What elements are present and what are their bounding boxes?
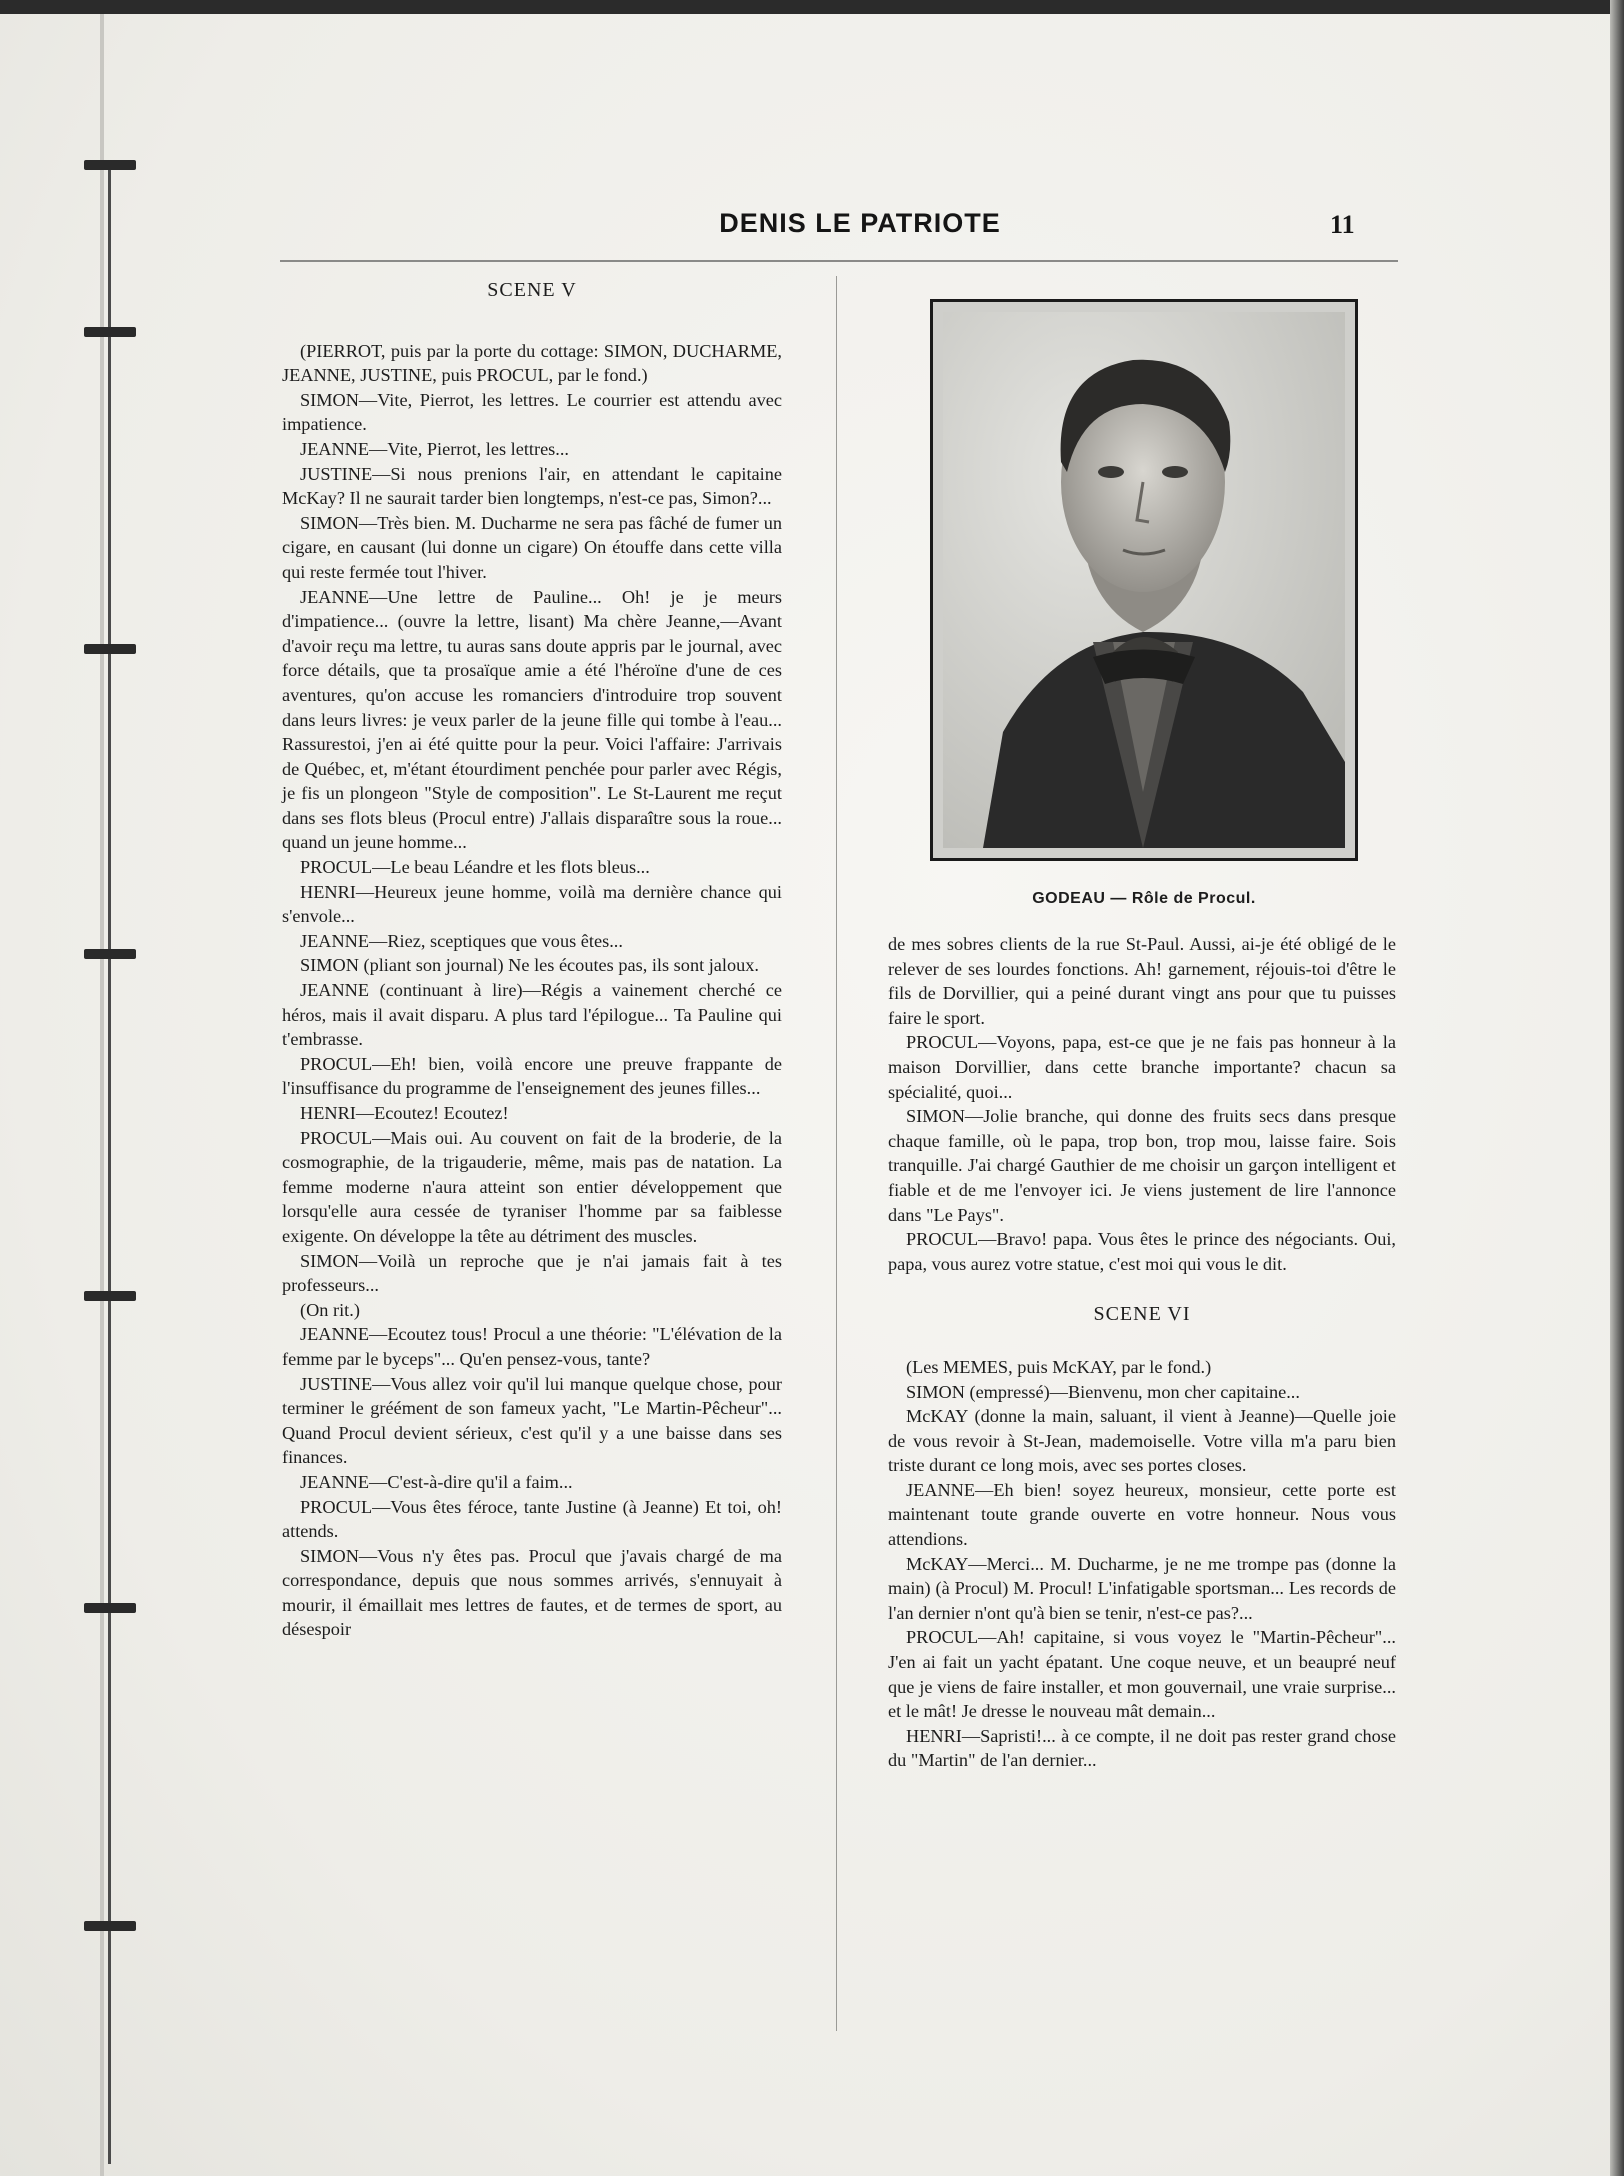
right-column [888,932,1396,1773]
left-column [282,274,782,1642]
portrait-image [943,312,1345,848]
page-number: 11 [1330,210,1355,239]
page-top-edge [0,0,1624,14]
paragraph: McKAY (donne la main, saluant, il vient à Jeanne)—Quelle joie de vous revoir à St-Jean, mademoiselle. Votre villa m'a paru bien triste durant ce long mois, avec ses portes closes. [888,1406,1396,1476]
paragraph: JEANNE—Vite, Pierrot, les lettres... [300,438,570,459]
scene-heading: SCENE V [487,279,577,301]
paragraph: McKAY—Merci... M. Ducharme, je ne me trompe pas (donne la main) (à Procul) M. Procul! L'infatigable sportsman... Les records de l'an dernier n'ont qu'à bien se tenir, n'est-ce pas?... [888,1553,1396,1623]
page-right-edge [1610,0,1624,2176]
paragraph: JEANNE—Une lettre de Pauline... Oh! je je meurs d'impatience... (ouvre la lettre, lisant) Ma chère Jeanne,—Avant d'avoir reçu ma lettre, tu auras sans doute appris par le journal, avec force détails, que ta prosaïque amie a été l'héroïne d'une de ces aventures, qu'on accuse les romanciers d'introduire trop souvent dans leurs livres: je veux parler de la jeune fille qui tombe à l'eau... Rassurestoi, j'en ai été quitte pour la peur. Voici l'affaire: J'arrivais de Québec, et, m'étant étourdiment penchée pour parler avec Régis, je fis un plongeon "Style de composition". Le St-Laurent me reçut dans ses flots bleus (Procul entre) J'allais disparaître sous la roue... quand un jeune homme... [282,586,782,853]
paragraph: JUSTINE—Vous allez voir qu'il lui manque quelque chose, pour terminer le gréément de son fameux yacht, "Le Martin-Pêcheur"... Quand Procul devient sérieux, c'est qu'il y a une baisse dans ses finances. [282,1373,782,1468]
paragraph: PROCUL—Vous êtes féroce, tante Justine (à Jeanne) Et toi, oh! attends. [282,1496,782,1542]
paragraph: PROCUL—Voyons, papa, est-ce que je ne fais pas honneur à la maison Dorvillier, dans cette branche importante? chacun sa spécialité, quoi... [888,1032,1396,1102]
binding-stitch [84,644,136,654]
column-rule [836,276,837,2031]
portrait-illustration [943,312,1345,848]
paragraph: JEANNE—Eh bien! soyez heureux, monsieur, cette porte est maintenant toute grande ouverte en votre honneur. Nous vous attendions. [888,1479,1396,1550]
paragraph: HENRI—Sapristi!... à ce compte, il ne doit pas rester grand chose du "Martin" de l'an dernier... [888,1725,1396,1771]
paragraph: SIMON—Jolie branche, qui donne des fruits secs dans presque chaque famille, où le papa, trop bon, trop mou, laisse faire. Sois tranquille. J'ai chargé Gauthier de me choisir un garçon intelligent et fiable et de me l'envoyer ici. Je viens justement de lire l'annonce dans "Le Pays". [888,1106,1396,1225]
portrait-photo [930,299,1358,861]
paragraph: SIMON—Vous n'y êtes pas. Procul que j'avais chargé de ma correspondance, depuis que nous sommes arrivés, s'ennuyait à mourir, il émaillait mes lettres de fautes, et de termes de sport, au désespoir [282,1545,782,1640]
binding-stitch [84,1921,136,1931]
binding-stitch [84,160,136,170]
paragraph: JUSTINE—Si nous prenions l'air, en attendant le capitaine McKay? Il ne saurait tarder bien longtemps, n'est-ce pas, Simon?... [282,463,782,509]
paragraph: JEANNE—C'est-à-dire qu'il a faim... [300,1471,573,1492]
paragraph: HENRI—Ecoutez! Ecoutez! [300,1103,509,1123]
paragraph: PROCUL—Ah! capitaine, si vous voyez le "Martin-Pêcheur"... J'en ai fait un yacht épatant. Une coque neuve, et un beaupré neuf que je viens de faire installer, et mon gouvernail, une vraie surprise... et le mât! Je dresse le nouveau mât demain... [888,1627,1396,1722]
binding-stitch [84,949,136,959]
binding-stitch [84,327,136,337]
paragraph: JEANNE—Ecoutez tous! Procul a une théorie: "L'élévation de la femme par le byceps"... Qu'en pensez-vous, tante? [282,1324,782,1369]
scene-heading: SCENE VI [1093,1303,1191,1326]
page-paper [0,14,1610,2176]
running-title: DENIS LE PATRIOTE [719,208,1001,238]
paragraph: de mes sobres clients de la rue St-Paul. Aussi, ai-je été obligé de le relever de ses lourdes fonctions. Ah! garnement, réjouis-toi d'être le fils de Dorvillier, qui a peiné durant vingt ans pour que tu puisses faire le sport. [888,934,1396,1028]
paragraph: SIMON—Très bien. M. Ducharme ne sera pas fâché de fumer un cigare, en causant (lui donne un cigare) On étouffe dans cette villa qui reste fermée tout l'hiver. [282,512,782,582]
paragraph: (Les MEMES, puis McKAY, par le fond.) [906,1356,1212,1377]
photo-caption: GODEAU — Rôle de Procul. [1032,890,1256,907]
binding-fold [100,14,104,2176]
binding-thread [108,164,111,2164]
paragraph: JEANNE—Riez, sceptiques que vous êtes... [300,930,623,951]
paragraph: PROCUL—Le beau Léandre et les flots bleus... [300,857,650,878]
paragraph: PROCUL—Eh! bien, voilà encore une preuve frappante de l'insuffisance du programme de l'enseignement des jeunes filles... [282,1053,782,1099]
paragraph: HENRI—Heureux jeune homme, voilà ma dernière chance qui s'envole... [282,881,782,927]
paragraph: (PIERROT, puis par la porte du cottage: SIMON, DUCHARME, JEANNE, JUSTINE, puis PROCUL, par le fond.) [282,340,782,386]
paragraph: SIMON (pliant son journal) Ne les écoutes pas, ils sont jaloux. [300,955,759,976]
paragraph: PROCUL—Mais oui. Au couvent on fait de la broderie, de la cosmographie, de la trigauderie, même, mais pas de natation. La femme moderne n'aura atteint son entier développement que lorsqu'elle aura cessée de tyraniser l'homme par sa faiblesse exigente. On développe la tête au détriment des muscles. [282,1127,782,1246]
paragraph: JEANNE (continuant à lire)—Régis a vainement cherché ce héros, mais il avait disparu. A plus tard l'épilogue... Ta Pauline qui t'embrasse. [282,980,782,1050]
binding-stitch [84,1291,136,1301]
header-rule [280,260,1398,262]
binding-stitch [84,1603,136,1613]
paragraph: (On rit.) [300,1299,360,1320]
paragraph: SIMON—Vite, Pierrot, les lettres. Le courrier est attendu avec impatience. [282,389,782,435]
paragraph: PROCUL—Bravo! papa. Vous êtes le prince des négociants. Oui, papa, vous aurez votre statue, c'est moi qui vous le dit. [888,1229,1396,1274]
paragraph: SIMON—Voilà un reproche que je n'ai jamais fait à tes professeurs... [282,1250,782,1296]
paragraph: SIMON (empressé)—Bienvenu, mon cher capitaine... [906,1381,1300,1402]
